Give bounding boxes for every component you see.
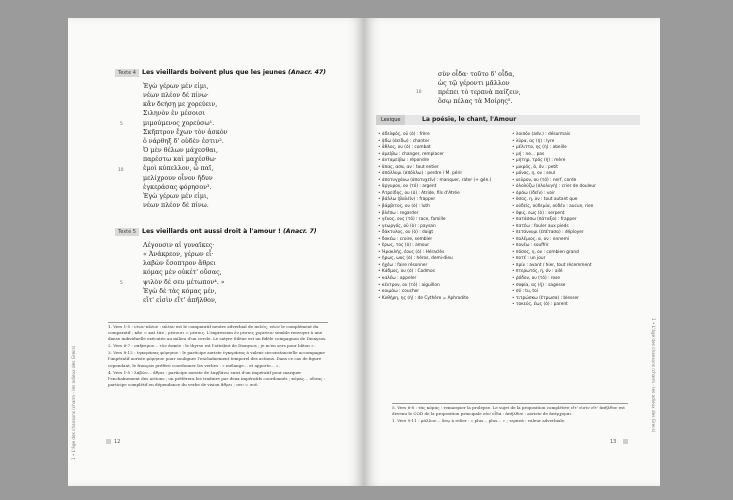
verse-line: ἐμοὶ κύπελλον, ὦ παῖ, — [143, 165, 214, 173]
texte5-source: (Anacr. 7) — [282, 228, 317, 235]
lexique-entry: • ῥόδον, ου (τό) : rose — [512, 276, 561, 282]
verse-line: κόμας μὲν οὐκέτ' οὔσας, — [143, 269, 222, 277]
verse-line: « Ἀνάκρεον, γέρων εἶ· — [143, 251, 214, 259]
texte5-verse-continued — [438, 70, 521, 107]
lexique-entry: • νεῦρον, ου (τό) : nerf, corde — [512, 177, 577, 183]
notes-divider — [108, 322, 328, 323]
lexique-entry: • πτερωτός, ή, όν : ailé — [512, 269, 563, 275]
verse-line: λαβὼν ἔσοπτρον ἄθρει — [143, 260, 216, 268]
lexique-entry: • σοφία, ας (ἡ) : sagesse — [512, 282, 566, 288]
lexique-entry: • καλέω : appeler — [378, 276, 417, 282]
texte4-source: (Anacr. 47) — [288, 69, 327, 76]
verse-line: παρέστω καὶ μαχέσθω· — [143, 156, 217, 164]
verse-line: ὡς τῷ γέροντι μᾶλλον — [438, 80, 510, 88]
lexique-title: La poésie, le chant, l'Amour — [422, 116, 517, 123]
lexique-entry: • ἄργυρον, ου (τό) : argent — [378, 184, 437, 190]
lexique-entry: • πονέω : souffrir — [512, 243, 549, 249]
lexique-entry: • ἀποτυγχάνω (ἀποτυχεῖν) : manquer, rater (+ gén.) — [378, 177, 492, 183]
lexique-entry: • ἀνταμείβω : répondre — [378, 158, 430, 164]
lexique-entry: • γένος, ους (τό) : race, famille — [378, 217, 446, 223]
verse-line: ψιλὸν δέ σευ μέτωπον⁴. » — [143, 278, 225, 286]
line-number: 5 — [120, 281, 123, 286]
lexique-entry: • οὐδείς, οὐδεμία, οὐδέν : aucun, rien — [512, 204, 594, 210]
page-number: 13 — [610, 439, 617, 445]
verse-line: νέων πλέον δὲ πίνω. — [143, 202, 209, 210]
verse-line: ὁ νάρθηξ δ' οὐδὲν ἐστιν². — [143, 137, 224, 145]
verse-line: ἐγκεράσας φόρησον³. — [143, 183, 212, 191]
verse-line: σὺν οἶδα· τοῦτο δ' οἶδα, — [438, 71, 515, 78]
lexique-label: Lexique — [376, 115, 405, 125]
texte5-title: Les vieillards ont aussi droit à l'amour ! (Anacr. 7) — [142, 228, 317, 235]
footnote: 1. Vers 9-11 : μᾶλλον… ὅσῳ à relier : « plus… plus… » ; τερπνά : valeur adverbiale. — [392, 418, 566, 424]
lexique-entry: • πατέω : fouler aux pieds — [512, 223, 569, 229]
lexique-entry: • τοκεύς, έως (ὁ) : parent — [512, 302, 568, 308]
lexique-entry: • Ἡρακλῆς, έους (ὁ) : Héraclès — [378, 249, 445, 255]
verse-line: Ὁ μὲν θέλων μάχεσθαι, — [143, 147, 218, 155]
lexique-entry: • ἠχέω : faire résonner — [378, 262, 428, 268]
lexique-entry: • ἔρως, τος (ὁ) : amour — [378, 243, 430, 249]
lexique-entry: • κέντρον, ου (τό) : aiguillon — [378, 282, 440, 288]
lexique-entry: • τιτρώσκω (ἔτρωσα) : blesser — [512, 295, 579, 301]
verse-line: Λέγουσιν αἱ γυναῖκες· — [143, 242, 215, 249]
lexique-entry: • ὁράω (ἰδεῖν) : voir — [512, 190, 555, 196]
lexique-entry: • Ἀτρείδης, ου (ὁ) : Atride, fils d'Atrée — [378, 190, 460, 196]
lexique-entry: • ἥρως, ωος (ὁ) : héros, demi-dieu — [378, 256, 453, 262]
lexique-entry: • μέλιττα, ης (ἡ) : abeille — [512, 145, 567, 151]
lexique-entry: • ᾄδω (ἀείδω) : chanter — [378, 138, 430, 144]
lexique-entry: • πόσος, η, ον : combien grand — [512, 249, 579, 255]
lexique-entry: • πολέμιος, α, ον : ennemi — [512, 236, 569, 242]
footnote: 5. Vers 6-8 : τὰς κόμας : remarquer la prolepse. Le sujet de la proposition complétive εἴτ' εἰσὶν εἴτ' ἀπῆλθον est devenu le COD de la proposition principale σὺν οἶδα : ἀπῆλθον : aoriste de ἀπέρχομαι. — [392, 405, 625, 417]
lexique-entry: • ὄφις, εως (ὁ) : serpent — [512, 210, 565, 216]
lexique-entry: • δοκέω : croire, sembler — [378, 236, 433, 242]
lexique-column-1 — [378, 132, 504, 302]
lexique-entry: • δάκτυλος, ου (ὁ) : doigt — [378, 230, 434, 236]
lexique-entry: • Κάδμος, ου (ὁ) : Cadmos — [378, 269, 435, 275]
lexique-entry: • πετάννυμι (ἐπέτασα) : déployer — [512, 230, 584, 236]
texte5-label: Texte 5 — [115, 228, 139, 236]
lexique-entry: • ὅσος, η, ον : tout autant que — [512, 197, 578, 203]
verse-line: μιμούμενος χορεύσω¹. — [143, 119, 215, 127]
footnote: 4. Vers 1-5 : λαβὼν… ἄθρει : participe aoriste de λαμβάνω suivi d'un impératif pour marquer l'enchaînement des actions ; on préférera les traduire par deux impératifs coordonnés ; κόμας… οὔσας : participe complétif en dépendance du verbe de vision ἄθρει ; σευ = σοῦ. — [108, 369, 326, 387]
lexique-entry: • Κυθήρη, ης (ἡ) : de Cythère = Aphrodite — [378, 295, 469, 301]
lexique-entry: • γεωργός, οῦ (ὁ) : paysan — [378, 223, 436, 229]
verse-line: πρέπει τὸ τερπνὰ παίζειν, — [438, 89, 521, 97]
verse-line: κἂν δεήσῃ με χορεύειν, — [143, 101, 218, 109]
lexique-entry: • ἀπόλλυμι (ἀπόλλω) : perdre / M. périr — [378, 171, 463, 177]
right-footnotes — [392, 405, 630, 425]
verse-line: Ἐγὼ γέρων μέν εἰμι, — [143, 192, 209, 200]
verse-line: Ἐγὼ δὲ τὰς κόμας μέν, — [143, 287, 217, 295]
lexique-column-2 — [512, 132, 648, 309]
lexique-entry: • μή : ne… pas — [512, 151, 545, 157]
line-number: 5 — [120, 122, 123, 127]
lexique-entry: • ἀμείβω : changer, remplacer — [378, 151, 444, 157]
texte5-verse — [143, 241, 225, 305]
lexique-entry: • ἅπας, ασα, αν : tout entier — [378, 164, 439, 170]
verse-line: εἴτ' εἰσὶν εἴτ' ἀπῆλθον, — [143, 296, 217, 304]
lexique-entry: • λοιπόν (adv.) : désormais — [512, 132, 571, 137]
line-number: 10 — [118, 168, 124, 173]
lexique-entry: • μικρός, ά, όν : petit — [512, 164, 558, 170]
texte4-title: Les vieillards boivent plus que les jeunes (Anacr. 47) — [142, 69, 327, 76]
lexique-entry: • βλέπω : regarder — [378, 210, 419, 216]
lexique-entry: • ἀδελφός, οῦ (ὁ) : frère — [378, 132, 430, 137]
lexique-entry: • σύ : tu, toi — [512, 289, 538, 295]
lexique-entry: • ποτέ : un jour — [512, 256, 546, 262]
left-footnotes — [108, 324, 330, 389]
lexique-entry: • κοιμάω : coucher — [378, 289, 420, 295]
verse-line: ὅσῳ πέλας τὰ Μοίρης⁵. — [438, 98, 513, 106]
lexique-entry: • βάλλω (βαλεῖν) : frapper — [378, 197, 436, 203]
footnote: 1. Vers 1-5 : νέων πλέον : πλέον est le comparatif neutre adverbial de πολύς, νέων le complément du comparatif ; κἂν = καὶ ἐὰν ; μέσοισι = μέσοις. L'expression ἐν μέσοις χορεύειν semble renvoyer à une danse individuelle exécutée au milieu d'un cercle. Le satyre Silène est un fidèle compagnon de Dionysos. — [108, 324, 327, 342]
notes-divider — [392, 403, 628, 404]
lexique-entry: • ὀλολύζω (ὀλολυγή) : crier de douleur — [512, 184, 596, 190]
page-number: 12 — [114, 439, 121, 445]
left-side-running-head: 1 • L'âge des chansons (charm - les adieux des Grecs) — [71, 345, 76, 460]
verse-line: Σκῆπτρον ἔχων τὸν ἀσκὸν — [143, 128, 228, 136]
lexique-header — [376, 115, 640, 125]
verse-line: νέων πλέον δὲ πίνω· — [143, 92, 209, 100]
right-page — [364, 18, 660, 486]
lexique-entry: • μόνος, η, ον : seul — [512, 171, 556, 177]
left-page — [68, 18, 364, 486]
page-number-marker — [623, 439, 628, 444]
page-number-marker — [106, 439, 111, 444]
verse-line: Σιληνὸν ἐν μέσοισι — [143, 110, 206, 118]
lexique-entry: • πρίν : avant / hier, tout récemment — [512, 262, 592, 268]
verse-line: μελίχρουν οἶνον ἤδυν — [143, 174, 213, 182]
footnote: 3. Vers 8-12 : ἐγκεράσας φόρησον : le participe aoriste ἐγκεράσας à valeur circonstancielle accompagne l'impératif aoriste φόρησον pour souligner l'enchaînement temporel des actions. Dans ce cas de figure cependant, le français préfère coordonner les verbes : « mélange… et apporte… ». — [108, 350, 325, 368]
open-book — [68, 18, 660, 486]
lexique-entry: • ἆθλος, ου (ὁ) : combat — [378, 145, 431, 151]
lexique-entry: • βάρβιτος, ου (ὁ) : luth — [378, 204, 430, 210]
texte4-verse — [143, 82, 227, 210]
line-number: 10 — [416, 90, 422, 95]
lexique-entry: • μήτηρ, τρός (ἡ) : mère — [512, 158, 566, 164]
verse-line: Ἐγὼ γέρων μέν εἰμι, — [143, 83, 209, 90]
lexique-entry: • λύρα, ας (ἡ) : lyre — [512, 138, 555, 144]
lexique-entry: • πατάσσω (πάταξα) : frapper — [512, 217, 577, 223]
right-side-running-head: 1 • L'âge des chansons (charm - les adieux des Grecs) — [651, 318, 656, 433]
texte4-label: Texte 4 — [115, 69, 139, 77]
footnote: 2. Vers 6-7 : σκῆπτρον… τὸν ἀσκὸν : le thyrse est l'attribut de Dionysos ; je m'en sers pour bâton ». — [108, 343, 315, 349]
